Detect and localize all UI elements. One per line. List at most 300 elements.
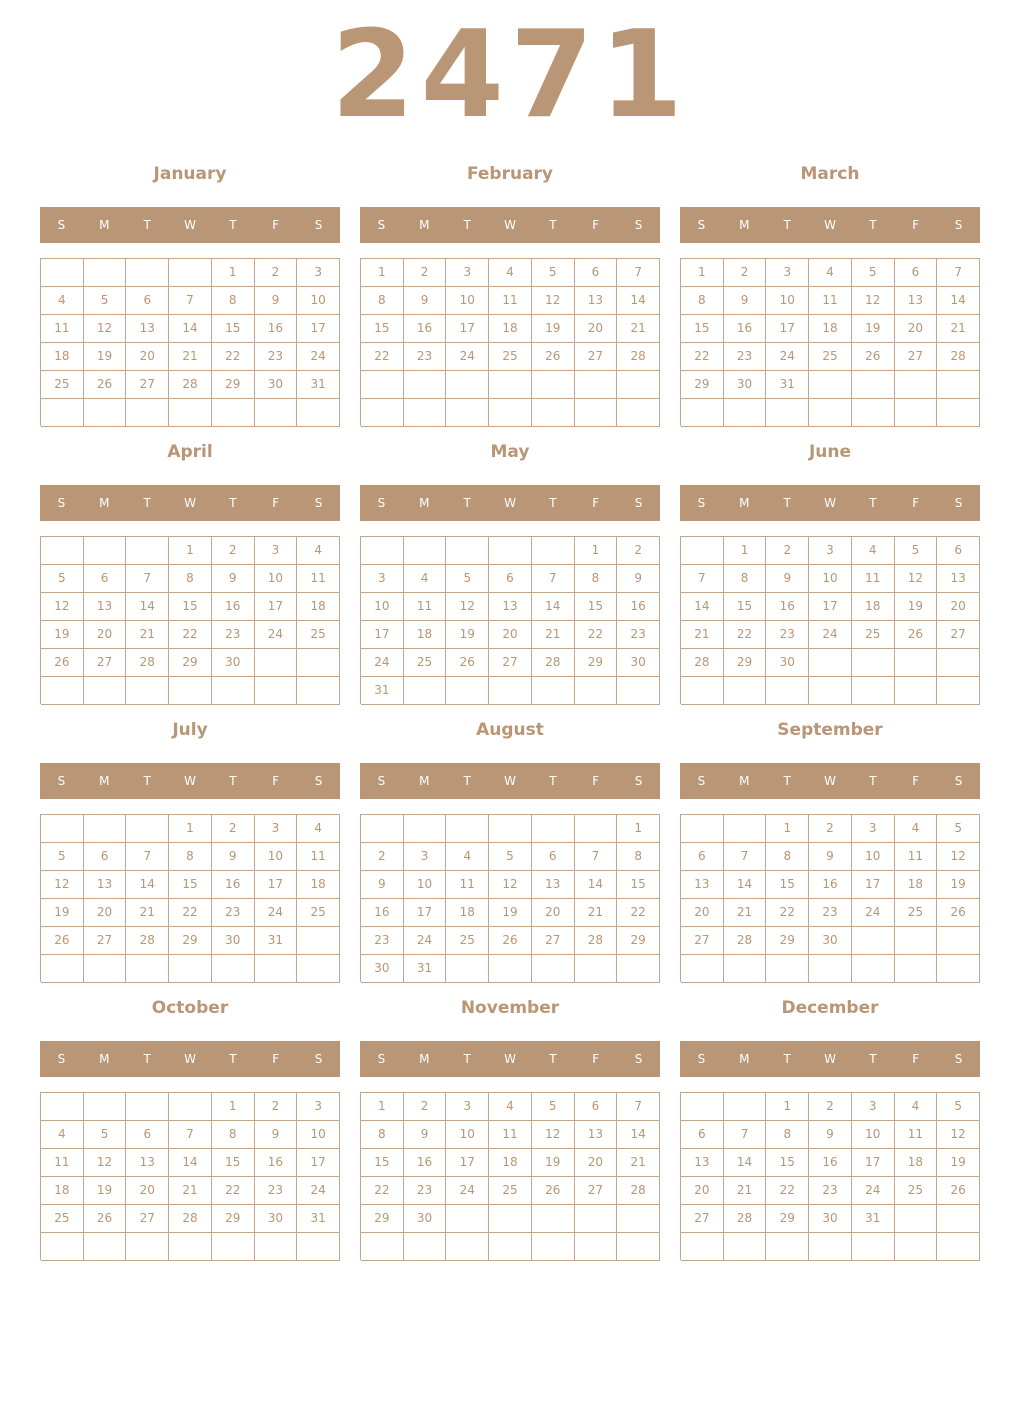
day-cell: 10 xyxy=(446,1121,489,1149)
empty-day-cell xyxy=(532,399,575,427)
day-cell: 30 xyxy=(255,1205,298,1233)
day-cell: 13 xyxy=(575,287,618,315)
day-cell: 3 xyxy=(255,537,298,565)
empty-day-cell xyxy=(489,1205,532,1233)
day-cell: 28 xyxy=(126,649,169,677)
empty-day-cell xyxy=(895,371,938,399)
day-cell: 22 xyxy=(212,343,255,371)
day-cell: 23 xyxy=(212,621,255,649)
day-cell: 19 xyxy=(532,315,575,343)
day-cell: 24 xyxy=(361,649,404,677)
day-cell: 16 xyxy=(809,871,852,899)
day-cell: 27 xyxy=(84,649,127,677)
day-cell: 3 xyxy=(361,565,404,593)
empty-day-cell xyxy=(809,677,852,705)
day-cell: 16 xyxy=(617,593,660,621)
day-cell: 30 xyxy=(361,955,404,983)
weekday-label: S xyxy=(954,774,963,788)
empty-day-cell xyxy=(212,677,255,705)
day-cell: 24 xyxy=(404,927,447,955)
empty-day-cell xyxy=(404,371,447,399)
day-cell: 31 xyxy=(297,1205,340,1233)
day-cell: 5 xyxy=(84,287,127,315)
day-cell: 17 xyxy=(446,315,489,343)
day-cell: 24 xyxy=(255,899,298,927)
day-cell: 1 xyxy=(766,815,809,843)
day-cell: 30 xyxy=(809,927,852,955)
empty-day-cell xyxy=(852,955,895,983)
weekday-label: S xyxy=(314,774,323,788)
empty-day-cell xyxy=(41,815,84,843)
weekday-label: F xyxy=(912,218,920,232)
day-cell: 29 xyxy=(575,649,618,677)
empty-day-cell xyxy=(126,815,169,843)
day-cell: 5 xyxy=(937,1093,980,1121)
empty-day-cell xyxy=(446,815,489,843)
weekday-label: T xyxy=(143,218,151,232)
day-cell: 25 xyxy=(489,343,532,371)
weekday-label: T xyxy=(783,774,791,788)
day-cell: 16 xyxy=(404,1149,447,1177)
day-cell: 8 xyxy=(766,1121,809,1149)
empty-day-cell xyxy=(575,371,618,399)
day-cell: 12 xyxy=(489,871,532,899)
empty-day-cell xyxy=(575,677,618,705)
day-cell: 29 xyxy=(212,371,255,399)
weekday-label: W xyxy=(824,218,836,232)
day-cell: 29 xyxy=(169,927,212,955)
weekday-label: F xyxy=(912,1052,920,1066)
day-cell: 31 xyxy=(404,955,447,983)
day-cell: 21 xyxy=(126,621,169,649)
day-cell: 30 xyxy=(212,927,255,955)
day-cell: 31 xyxy=(766,371,809,399)
empty-day-cell xyxy=(681,1233,724,1261)
day-cell: 13 xyxy=(532,871,575,899)
day-cell: 13 xyxy=(895,287,938,315)
day-cell: 19 xyxy=(41,621,84,649)
day-cell: 4 xyxy=(297,537,340,565)
day-cell: 15 xyxy=(169,593,212,621)
day-cell: 16 xyxy=(255,1149,298,1177)
day-cell: 1 xyxy=(617,815,660,843)
empty-day-cell xyxy=(361,815,404,843)
day-cell: 20 xyxy=(681,899,724,927)
day-cell: 17 xyxy=(361,621,404,649)
day-cell: 5 xyxy=(489,843,532,871)
day-cell: 12 xyxy=(84,1149,127,1177)
day-cell: 16 xyxy=(212,593,255,621)
day-cell: 13 xyxy=(126,1149,169,1177)
weekday-label: S xyxy=(57,1052,66,1066)
day-cell: 15 xyxy=(766,1149,809,1177)
empty-day-cell xyxy=(809,955,852,983)
day-cell: 23 xyxy=(361,927,404,955)
empty-day-cell xyxy=(724,1233,767,1261)
day-cell: 29 xyxy=(617,927,660,955)
day-cell: 16 xyxy=(212,871,255,899)
day-cell: 6 xyxy=(681,843,724,871)
day-cell: 6 xyxy=(532,843,575,871)
empty-day-cell xyxy=(681,677,724,705)
day-grid xyxy=(360,258,660,426)
empty-day-cell xyxy=(937,1233,980,1261)
day-cell: 3 xyxy=(297,259,340,287)
empty-day-cell xyxy=(532,371,575,399)
day-cell: 9 xyxy=(724,287,767,315)
empty-day-cell xyxy=(255,677,298,705)
day-cell: 28 xyxy=(169,371,212,399)
day-cell: 1 xyxy=(169,537,212,565)
day-cell: 9 xyxy=(361,871,404,899)
day-cell: 29 xyxy=(169,649,212,677)
weekday-label: T xyxy=(869,1052,877,1066)
empty-day-cell xyxy=(852,677,895,705)
day-cell: 12 xyxy=(852,287,895,315)
day-cell: 30 xyxy=(617,649,660,677)
day-cell: 14 xyxy=(681,593,724,621)
empty-day-cell xyxy=(361,537,404,565)
day-cell: 30 xyxy=(404,1205,447,1233)
day-cell: 6 xyxy=(84,843,127,871)
day-cell: 30 xyxy=(766,649,809,677)
weekday-header xyxy=(680,485,980,521)
day-cell: 10 xyxy=(809,565,852,593)
day-cell: 12 xyxy=(446,593,489,621)
day-cell: 17 xyxy=(852,1149,895,1177)
day-cell: 9 xyxy=(617,565,660,593)
day-cell: 12 xyxy=(532,1121,575,1149)
day-cell: 26 xyxy=(937,1177,980,1205)
day-cell: 3 xyxy=(404,843,447,871)
weekday-label: T xyxy=(463,774,471,788)
empty-day-cell xyxy=(41,955,84,983)
day-cell: 27 xyxy=(532,927,575,955)
day-cell: 28 xyxy=(575,927,618,955)
empty-day-cell xyxy=(852,649,895,677)
day-cell: 5 xyxy=(84,1121,127,1149)
empty-day-cell xyxy=(895,955,938,983)
day-cell: 26 xyxy=(895,621,938,649)
day-cell: 31 xyxy=(297,371,340,399)
weekday-label: T xyxy=(463,1052,471,1066)
day-cell: 11 xyxy=(489,287,532,315)
day-cell: 20 xyxy=(575,1149,618,1177)
weekday-label: F xyxy=(912,774,920,788)
month-name: March xyxy=(800,164,860,184)
day-cell: 24 xyxy=(297,343,340,371)
weekday-label: M xyxy=(419,1052,430,1066)
day-cell: 24 xyxy=(297,1177,340,1205)
year-title: 2471 xyxy=(331,6,689,145)
day-cell: 28 xyxy=(724,1205,767,1233)
month-name: May xyxy=(490,442,530,462)
day-cell: 6 xyxy=(575,1093,618,1121)
day-grid xyxy=(680,1092,980,1260)
weekday-label: W xyxy=(824,496,836,510)
day-cell: 24 xyxy=(809,621,852,649)
day-cell: 7 xyxy=(575,843,618,871)
weekday-label: S xyxy=(377,1052,386,1066)
day-cell: 23 xyxy=(404,1177,447,1205)
empty-day-cell xyxy=(446,955,489,983)
weekday-label: M xyxy=(99,496,110,510)
empty-day-cell xyxy=(446,1233,489,1261)
day-cell: 20 xyxy=(84,621,127,649)
weekday-label: F xyxy=(592,218,600,232)
day-cell: 18 xyxy=(489,315,532,343)
weekday-label: W xyxy=(504,218,516,232)
day-cell: 2 xyxy=(809,1093,852,1121)
day-cell: 4 xyxy=(895,1093,938,1121)
weekday-header xyxy=(680,763,980,799)
weekday-label: T xyxy=(783,218,791,232)
day-cell: 21 xyxy=(724,1177,767,1205)
month-name: June xyxy=(808,442,852,462)
day-cell: 8 xyxy=(361,1121,404,1149)
day-cell: 15 xyxy=(766,871,809,899)
empty-day-cell xyxy=(489,955,532,983)
empty-day-cell xyxy=(297,927,340,955)
day-cell: 15 xyxy=(681,315,724,343)
empty-day-cell xyxy=(361,399,404,427)
day-cell: 8 xyxy=(361,287,404,315)
weekday-label: T xyxy=(869,218,877,232)
day-cell: 27 xyxy=(84,927,127,955)
day-cell: 29 xyxy=(724,649,767,677)
empty-day-cell xyxy=(489,1233,532,1261)
weekday-label: S xyxy=(634,218,643,232)
empty-day-cell xyxy=(575,1233,618,1261)
empty-day-cell xyxy=(724,955,767,983)
day-cell: 15 xyxy=(212,1149,255,1177)
empty-day-cell xyxy=(766,399,809,427)
day-cell: 27 xyxy=(489,649,532,677)
day-cell: 27 xyxy=(575,343,618,371)
day-cell: 22 xyxy=(681,343,724,371)
day-cell: 18 xyxy=(489,1149,532,1177)
day-cell: 31 xyxy=(255,927,298,955)
day-cell: 14 xyxy=(617,287,660,315)
day-cell: 22 xyxy=(617,899,660,927)
day-cell: 26 xyxy=(84,1205,127,1233)
day-cell: 17 xyxy=(852,871,895,899)
day-cell: 2 xyxy=(255,1093,298,1121)
day-cell: 10 xyxy=(255,843,298,871)
day-cell: 28 xyxy=(126,927,169,955)
day-cell: 16 xyxy=(255,315,298,343)
weekday-label: S xyxy=(634,774,643,788)
weekday-label: F xyxy=(592,1052,600,1066)
day-cell: 27 xyxy=(681,927,724,955)
weekday-label: T xyxy=(229,218,237,232)
day-cell: 14 xyxy=(126,593,169,621)
empty-day-cell xyxy=(212,955,255,983)
weekday-header xyxy=(360,763,660,799)
day-cell: 14 xyxy=(724,1149,767,1177)
empty-day-cell xyxy=(766,955,809,983)
weekday-label: S xyxy=(57,774,66,788)
day-cell: 30 xyxy=(255,371,298,399)
weekday-label: T xyxy=(869,774,877,788)
day-cell: 28 xyxy=(169,1205,212,1233)
day-cell: 4 xyxy=(809,259,852,287)
day-cell: 11 xyxy=(297,843,340,871)
day-cell: 5 xyxy=(41,565,84,593)
weekday-header xyxy=(680,1041,980,1077)
weekday-header xyxy=(360,485,660,521)
empty-day-cell xyxy=(937,399,980,427)
day-cell: 10 xyxy=(404,871,447,899)
day-cell: 21 xyxy=(126,899,169,927)
day-cell: 9 xyxy=(212,565,255,593)
day-grid xyxy=(40,258,340,426)
day-cell: 14 xyxy=(169,315,212,343)
day-cell: 9 xyxy=(404,1121,447,1149)
day-cell: 14 xyxy=(575,871,618,899)
month-name: February xyxy=(466,164,554,184)
day-cell: 14 xyxy=(126,871,169,899)
empty-day-cell xyxy=(84,537,127,565)
day-cell: 5 xyxy=(852,259,895,287)
day-grid xyxy=(680,258,980,426)
day-cell: 12 xyxy=(895,565,938,593)
weekday-label: S xyxy=(954,496,963,510)
day-cell: 11 xyxy=(297,565,340,593)
day-cell: 14 xyxy=(617,1121,660,1149)
day-cell: 21 xyxy=(532,621,575,649)
day-cell: 4 xyxy=(41,287,84,315)
day-cell: 24 xyxy=(852,1177,895,1205)
empty-day-cell xyxy=(489,399,532,427)
day-cell: 28 xyxy=(724,927,767,955)
empty-day-cell xyxy=(681,955,724,983)
empty-day-cell xyxy=(446,399,489,427)
day-cell: 15 xyxy=(617,871,660,899)
day-cell: 22 xyxy=(169,899,212,927)
empty-day-cell xyxy=(617,955,660,983)
weekday-label: M xyxy=(739,774,750,788)
empty-day-cell xyxy=(575,399,618,427)
month-october xyxy=(40,993,340,1261)
empty-day-cell xyxy=(681,537,724,565)
day-cell: 2 xyxy=(212,815,255,843)
empty-day-cell xyxy=(297,399,340,427)
weekday-label: T xyxy=(549,218,557,232)
empty-day-cell xyxy=(937,677,980,705)
weekday-label: M xyxy=(739,218,750,232)
day-cell: 11 xyxy=(404,593,447,621)
weekday-header xyxy=(360,207,660,243)
empty-day-cell xyxy=(681,399,724,427)
day-cell: 15 xyxy=(212,315,255,343)
day-cell: 19 xyxy=(895,593,938,621)
month-april xyxy=(40,437,340,705)
day-cell: 30 xyxy=(809,1205,852,1233)
day-cell: 2 xyxy=(766,537,809,565)
day-cell: 11 xyxy=(446,871,489,899)
day-cell: 6 xyxy=(126,287,169,315)
empty-day-cell xyxy=(852,399,895,427)
day-cell: 5 xyxy=(937,815,980,843)
day-cell: 7 xyxy=(532,565,575,593)
day-cell: 26 xyxy=(937,899,980,927)
empty-day-cell xyxy=(575,815,618,843)
month-june xyxy=(680,437,980,705)
day-cell: 25 xyxy=(41,371,84,399)
day-cell: 26 xyxy=(446,649,489,677)
day-cell: 27 xyxy=(895,343,938,371)
empty-day-cell xyxy=(255,399,298,427)
empty-day-cell xyxy=(41,259,84,287)
day-cell: 4 xyxy=(489,1093,532,1121)
day-cell: 13 xyxy=(489,593,532,621)
day-cell: 6 xyxy=(681,1121,724,1149)
weekday-label: F xyxy=(272,496,280,510)
empty-day-cell xyxy=(84,1093,127,1121)
empty-day-cell xyxy=(766,677,809,705)
empty-day-cell xyxy=(937,955,980,983)
weekday-label: W xyxy=(184,496,196,510)
day-cell: 12 xyxy=(41,593,84,621)
day-cell: 11 xyxy=(895,843,938,871)
day-cell: 4 xyxy=(404,565,447,593)
empty-day-cell xyxy=(255,649,298,677)
empty-day-cell xyxy=(532,815,575,843)
empty-day-cell xyxy=(937,649,980,677)
day-cell: 1 xyxy=(766,1093,809,1121)
day-cell: 21 xyxy=(617,1149,660,1177)
day-cell: 15 xyxy=(575,593,618,621)
day-cell: 20 xyxy=(489,621,532,649)
empty-day-cell xyxy=(489,815,532,843)
day-cell: 22 xyxy=(724,621,767,649)
empty-day-cell xyxy=(404,677,447,705)
day-cell: 11 xyxy=(895,1121,938,1149)
weekday-label: W xyxy=(184,218,196,232)
day-cell: 27 xyxy=(126,371,169,399)
day-cell: 20 xyxy=(532,899,575,927)
day-cell: 5 xyxy=(532,259,575,287)
day-cell: 4 xyxy=(489,259,532,287)
empty-day-cell xyxy=(404,815,447,843)
day-cell: 19 xyxy=(84,343,127,371)
weekday-label: T xyxy=(549,496,557,510)
empty-day-cell xyxy=(404,399,447,427)
day-cell: 28 xyxy=(617,343,660,371)
day-cell: 17 xyxy=(255,871,298,899)
weekday-header xyxy=(360,1041,660,1077)
day-cell: 8 xyxy=(212,1121,255,1149)
day-cell: 6 xyxy=(895,259,938,287)
month-november xyxy=(360,993,660,1261)
empty-day-cell xyxy=(126,399,169,427)
day-cell: 23 xyxy=(255,1177,298,1205)
weekday-label: M xyxy=(419,774,430,788)
day-cell: 21 xyxy=(724,899,767,927)
month-name: January xyxy=(153,164,227,184)
weekday-label: S xyxy=(697,1052,706,1066)
day-cell: 9 xyxy=(809,1121,852,1149)
day-cell: 11 xyxy=(41,315,84,343)
weekday-header xyxy=(40,207,340,243)
weekday-label: S xyxy=(377,496,386,510)
weekday-label: W xyxy=(824,774,836,788)
day-cell: 3 xyxy=(255,815,298,843)
weekday-label: T xyxy=(463,496,471,510)
empty-day-cell xyxy=(126,259,169,287)
day-cell: 5 xyxy=(532,1093,575,1121)
